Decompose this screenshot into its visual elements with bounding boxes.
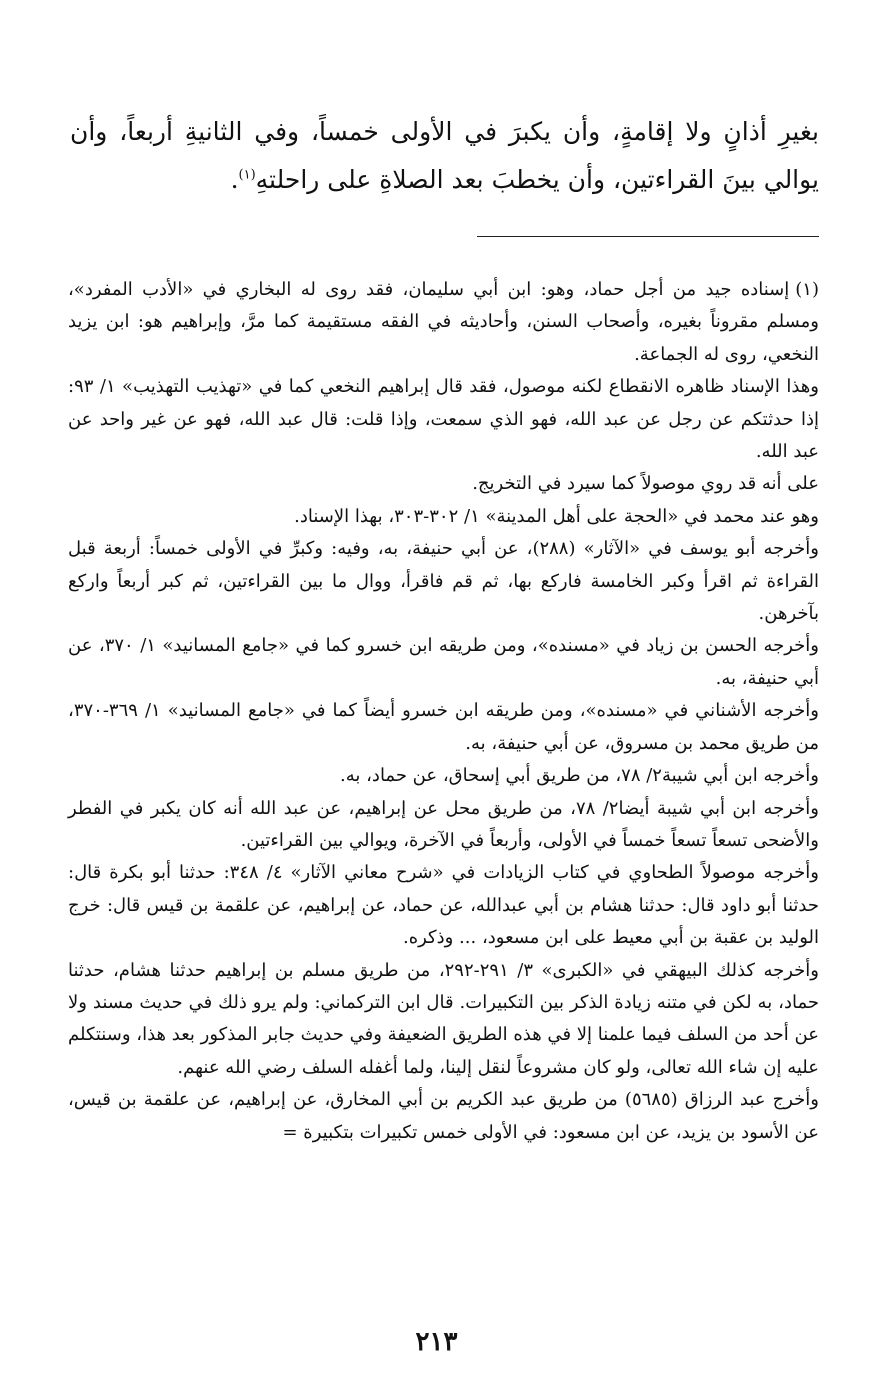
footnote-reference[interactable]: (١) bbox=[238, 167, 256, 183]
footnote-paragraph: وهو عند محمد في «الحجة على أهل المدينة» ١/ ٣٠٢-٣٠٣، بهذا الإسناد. bbox=[294, 505, 819, 527]
footnote-paragraph: وأخرجه ابن أبي شيبة٢/ ٧٨، من طريق أبي إسحاق، عن حماد، به. bbox=[340, 765, 819, 787]
footnote-paragraph: على أنه قد روي موصولاً كما سيرد في التخريج. bbox=[472, 473, 819, 495]
footnotes-section bbox=[68, 274, 819, 1149]
footnote-text: إسناده جيد من أجل حماد، وهو: ابن أبي سليمان، فقد روى له البخاري في «الأدب المفرد»، ومسلم مقروناً بغيره، وأصحاب السنن، وأحاديثه في الفقه مستقيمة كما مرَّ، وإبراهيم هو: ابن يزيد النخعي، روى له الجماعة. bbox=[68, 279, 819, 365]
main-body: بغيرِ أذانٍ ولا إقامةٍ، وأن يكبرَ في الأولى خمساً، وفي الثانيةِ أربعاً، وأن يوالي بينَ القراءتين، وأن يخطبَ بعد الصلاةِ على راحلتهِ bbox=[70, 117, 819, 194]
footnote-paragraph: وأخرج عبد الرزاق (٥٦٨٥) من طريق عبد الكريم بن أبي المخارق، عن إبراهيم، عن علقمة بن قيس، عن الأسود بن يزيد، عن ابن مسعود: في الأولى خمس تكبيرات بتكبيرة = bbox=[68, 1089, 819, 1143]
footnote-separator bbox=[477, 236, 819, 237]
footnote-paragraph bbox=[68, 274, 819, 371]
main-end-punctuation: . bbox=[230, 165, 239, 194]
footnote-paragraph: وأخرجه موصولاً الطحاوي في كتاب الزيادات في «شرح معاني الآثار» ٤/ ٣٤٨: حدثنا أبو بكرة قال: حدثنا أبو داود قال: حدثنا هشام بن أبي عبدالله، عن حماد، عن إبراهيم، عن علقمة بن قيس قال: خرج الوليد بن عقبة بن أبي معيط على ابن مسعود، ... وذكره. bbox=[68, 862, 819, 949]
page-number: ٢١٣ bbox=[415, 1327, 458, 1357]
footnote-paragraph: وهذا الإسناد ظاهره الانقطاع لكنه موصول، فقد قال إبراهيم النخعي كما في «تهذيب التهذيب» ١/ ٩٣: إذا حدثتكم عن رجل عن عبد الله، فهو الذي سمعت، وإذا قلت: قال عبد الله، فهو عن غير واحد عن عبد الله. bbox=[68, 376, 819, 463]
footnote-paragraph: وأخرجه الأشناني في «مسنده»، ومن طريقه ابن خسرو أيضاً كما في «جامع المسانيد» ١/ ٣٦٩-٣٧٠، من طريق محمد بن مسروق، عن أبي حنيفة، به. bbox=[68, 700, 819, 754]
footnote-paragraph: وأخرجه أبو يوسف في «الآثار» (٢٨٨)، عن أبي حنيفة، به، وفيه: وكبرِّ في الأولى خمساً: أربعة قبل القراءة ثم اقرأ وكبر الخامسة فاركع بها، ثم قم فاقرأ، ووال ما بين القراءتين، ثم كبر أربعاً واركع بآخرهن. bbox=[68, 538, 819, 625]
footnote-paragraph: وأخرجه كذلك البيهقي في «الكبرى» ٣/ ٢٩١-٢٩٢، من طريق مسلم بن إبراهيم حدثنا هشام، حدثنا حماد، به لكن في متنه زيادة الذكر بين التكبيرات. قال ابن التركماني: ولم يرو ذلك في حديث مسند ولا عن أحد من السلف فيما علمنا إلا في هذه الطريق الضعيفة وفي حديث جابر المذكور بعد هذا، وسنتكلم عليه إن شاء الله تعالى، ولو كان مشروعاً لنقل إلينا، ولما أغفله السلف رضي الله عنهم. bbox=[68, 959, 819, 1078]
footnote-marker: (١) bbox=[795, 279, 819, 300]
footnote-paragraph: وأخرجه الحسن بن زياد في «مسنده»، ومن طريقه ابن خسرو كما في «جامع المسانيد» ١/ ٣٧٠، عن أبي حنيفة، به. bbox=[68, 635, 819, 689]
main-paragraph bbox=[70, 108, 819, 204]
main-text bbox=[70, 108, 819, 204]
footnote-paragraph: وأخرجه ابن أبي شيبة أيضا٢/ ٧٨، من طريق محل عن إبراهيم، عن عبد الله أنه كان يكبر في الفطر والأضحى تسعاً تسعاً خمساً في الأولى، وأربعاً في الآخرة، ويوالي بين القراءتين. bbox=[68, 797, 819, 851]
